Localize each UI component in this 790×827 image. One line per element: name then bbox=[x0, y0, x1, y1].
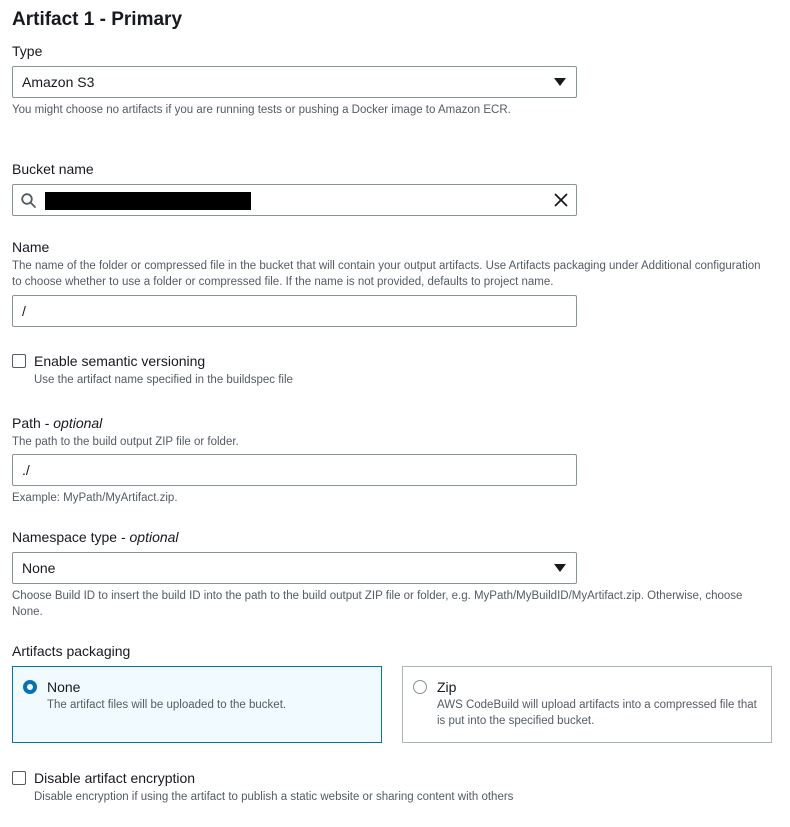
type-label: Type bbox=[12, 43, 43, 59]
path-input[interactable] bbox=[12, 454, 577, 486]
type-select[interactable] bbox=[12, 66, 577, 98]
bucket-name-input[interactable] bbox=[12, 184, 577, 216]
namespace-type-description: Choose Build ID to insert the build ID into the path to the build output ZIP file or folder, e.g. MyPath/MyBuildID/MyArtifact.zip. Otherwise, choose None. bbox=[12, 590, 743, 618]
namespace-type-select[interactable] bbox=[12, 552, 577, 584]
disable-encryption-label: Disable artifact encryption bbox=[34, 770, 196, 786]
semantic-versioning-label: Enable semantic versioning bbox=[34, 353, 206, 369]
clear-icon[interactable] bbox=[554, 193, 568, 207]
disable-encryption-checkbox[interactable] bbox=[12, 771, 26, 785]
name-description: The name of the folder or compressed file in the bucket that will contain your output artifacts. Use Artifacts packaging under Additional configuration to choose whether to use a folder or compressed file. If the name is not provided, defaults to project name. bbox=[12, 260, 761, 288]
namespace-type-label: Namespace type - optional bbox=[12, 529, 179, 545]
packaging-option-zip-title: Zip bbox=[437, 679, 457, 695]
packaging-option-zip-description: AWS CodeBuild will upload artifacts into a compressed file that is put into the specified bucket. bbox=[437, 699, 757, 727]
namespace-type-value: None bbox=[22, 560, 56, 576]
semantic-versioning-description: Use the artifact name specified in the buildspec file bbox=[34, 374, 293, 386]
radio-unselected-icon[interactable] bbox=[413, 680, 427, 694]
name-input[interactable] bbox=[12, 295, 577, 327]
search-icon bbox=[21, 193, 36, 208]
semantic-versioning-checkbox[interactable] bbox=[12, 354, 26, 368]
section-title: Artifact 1 - Primary bbox=[12, 9, 183, 30]
packaging-option-none[interactable] bbox=[12, 666, 382, 743]
bucket-name-redacted bbox=[45, 192, 251, 210]
path-label: Path - optional bbox=[12, 415, 103, 431]
radio-selected-icon[interactable] bbox=[23, 680, 37, 694]
artifacts-packaging-label: Artifacts packaging bbox=[12, 643, 131, 659]
disable-encryption-description: Disable encryption if using the artifact to publish a static website or sharing content with others bbox=[34, 791, 514, 803]
caret-down-icon bbox=[554, 564, 566, 572]
name-label: Name bbox=[12, 239, 50, 255]
bucket-name-label: Bucket name bbox=[12, 161, 94, 177]
name-input-value: / bbox=[22, 303, 26, 319]
path-description: The path to the build output ZIP file or folder. bbox=[12, 436, 239, 448]
packaging-option-none-title: None bbox=[47, 679, 81, 695]
caret-down-icon bbox=[554, 78, 566, 86]
packaging-option-zip[interactable] bbox=[402, 666, 772, 743]
packaging-option-none-description: The artifact files will be uploaded to the bucket. bbox=[47, 699, 287, 711]
path-example: Example: MyPath/MyArtifact.zip. bbox=[12, 492, 178, 504]
type-select-value: Amazon S3 bbox=[22, 74, 95, 90]
path-input-value: ./ bbox=[22, 462, 30, 478]
type-description: You might choose no artifacts if you are running tests or pushing a Docker image to Amazon ECR. bbox=[12, 104, 511, 116]
